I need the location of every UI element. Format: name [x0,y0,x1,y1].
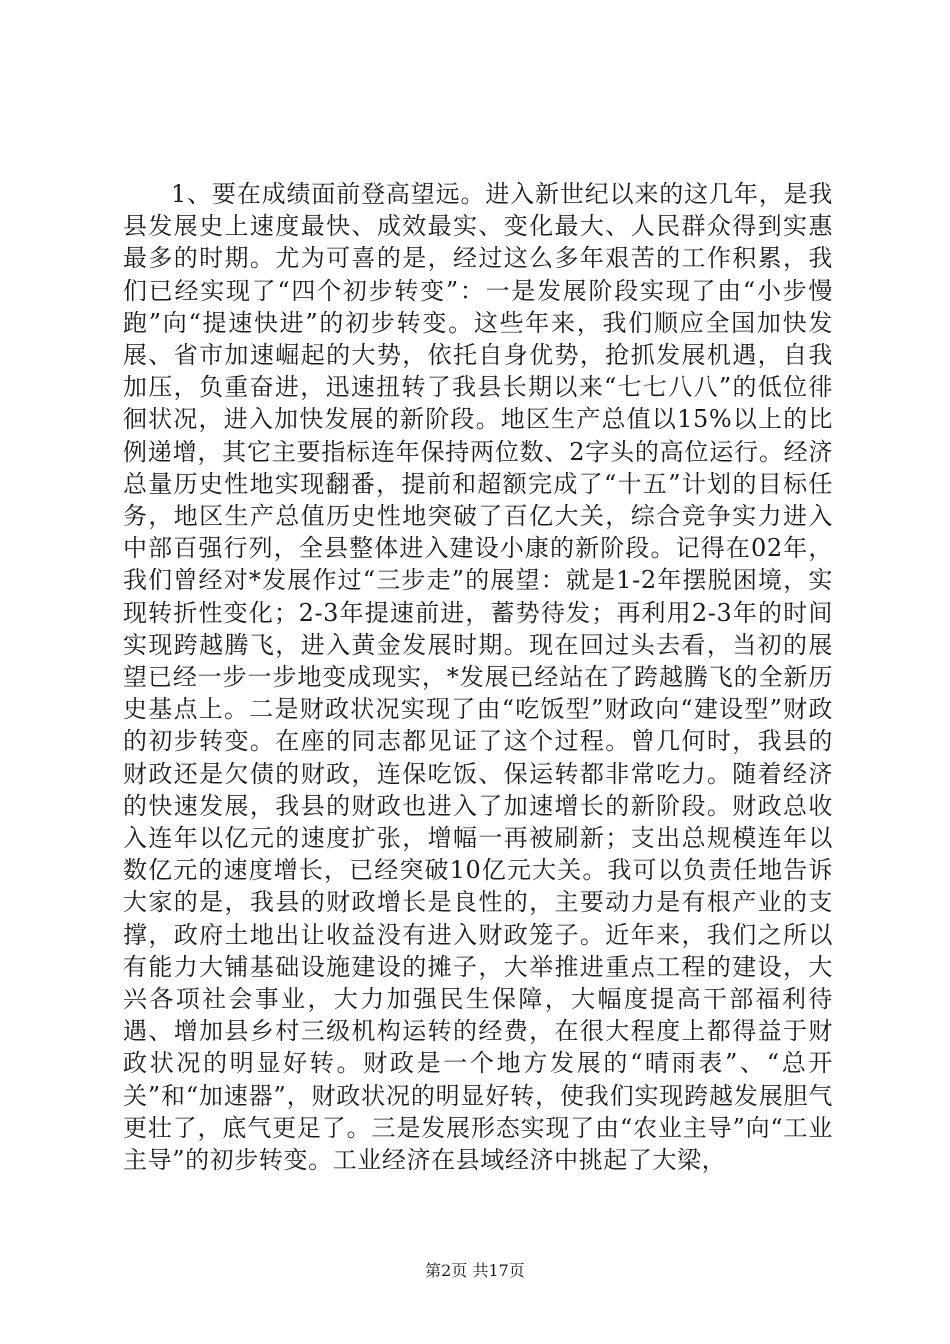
page-number-footer: 第2页 共17页 [425,1261,525,1280]
body-paragraph: 1、要在成绩面前登高望远。进入新世纪以来的这几年，是我县发展史上速度最快、成效最实、变化最大、人民群众得到实惠最多的时期。尤为可喜的是，经过这么多年艰苦的工作积累，我们已经实现了“四个初步转变”：一是发展阶段实现了由“小步慢跑”向“提速快进”的初步转变。这些年来，我们顺应全国加快发展、省市加速崛起的大势，依托自身优势，抢抓发展机遇，自我加压，负重奋进，迅速扭转了我县长期以来“七七八八”的低位徘徊状况，进入加快发展的新阶段。地区生产总值以15%以上的比例递增，其它主要指标连年保持两位数、2字头的高位运行。经济总量历史性地实现翻番，提前和超额完成了“十五”计划的目标任务，地区生产总值历史性地突破了百亿大关，综合竞争实力进入中部百强行列，全县整体进入建设小康的新阶段。记得在02年，我们曾经对*发展作过“三步走”的展望：就是1-2年摆脱困境，实现转折性变化；2-3年提速前进，蓄势待发；再利用2-3年的时间实现跨越腾飞，进入黄金发展时期。现在回过头去看，当初的展望已经一步一步地变成现实，*发展已经站在了跨越腾飞的全新历史基点上。二是财政状况实现了由“吃饭型”财政向“建设型”财政的初步转变。在座的同志都见证了这个过程。曾几何时，我县的财政还是欠债的财政，连保吃饭、保运转都非常吃力。随着经济的快速发展，我县的财政也进入了加速增长的新阶段。财政总收入连年以亿元的速度扩张，增幅一再被刷新；支出总规模连年以数亿元的速度增长，已经突破10亿元大关。我可以负责任地告诉大家的是，我县的财政增长是良性的，主要动力是有根产业的支撑，政府土地出让收益没有进入财政笼子。近年来，我们之所以有能力大铺基础设施建设的摊子，大举推进重点工程的建设，大兴各项社会事业，大力加强民生保障，大幅度提高干部福利待遇、增加县乡村三级机构运转的经费，在很大程度上都得益于财政状况的明显好转。财政是一个地方发展的“晴雨表”、“总开关”和“加速器”，财政状况的明显好转，使我们实现跨越发展胆气更壮了，底气更足了。三是发展形态实现了由“农业主导”向“工业主导”的初步转变。工业经济在县域经济中挑起了大梁， [123,180,833,1175]
document-body [123,178,833,1176]
